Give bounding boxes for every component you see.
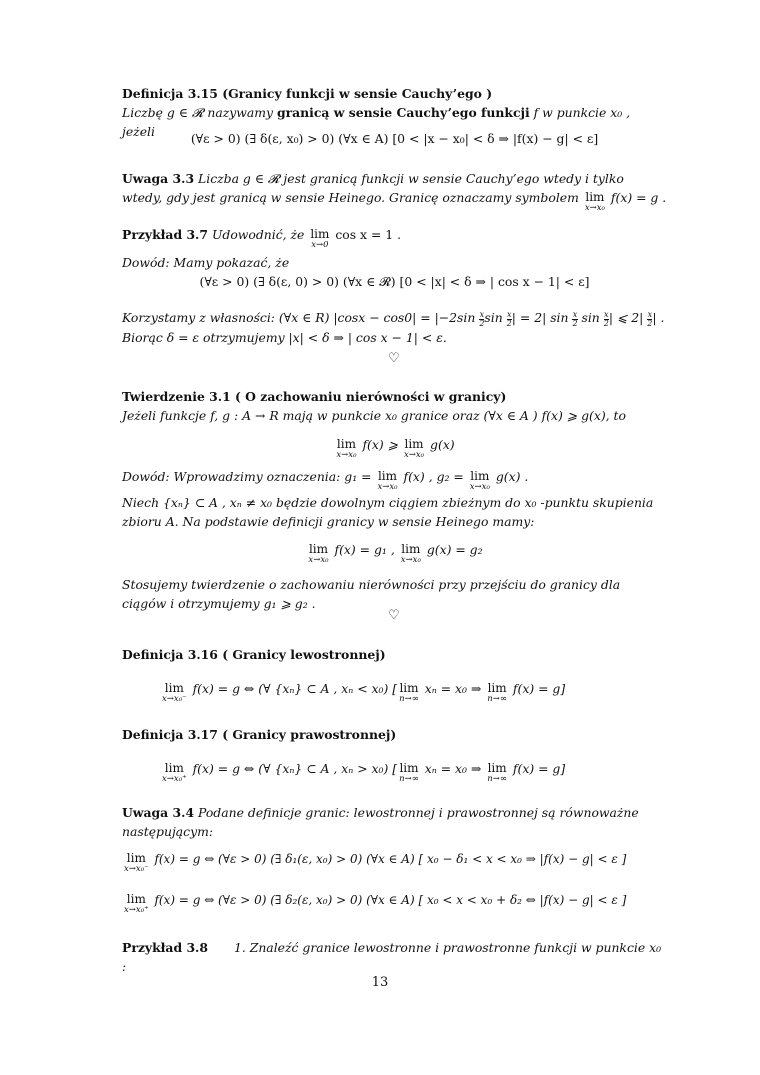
remark-tail: f(x) = g . bbox=[610, 190, 667, 205]
definition-3-17-title: Definicja 3.17 ( Granicy prawostronnej) bbox=[122, 727, 397, 742]
limit-operator: lim x→x₀⁺ bbox=[124, 892, 149, 915]
fraction: $\frac{x}{2}$ bbox=[647, 310, 653, 328]
limit-operator: lim x→x₀ bbox=[400, 542, 421, 565]
formula-limits-g: lim x→x₀ f(x) = g₁ , lim x→x₀ g(x) = g₂ bbox=[308, 542, 483, 565]
bold-term: granicą w sensie Cauchy’ego funkcji bbox=[276, 105, 530, 120]
remark-3-4: Uwaga 3.4 Podane definicje granic: lewostronnej i prawostronnej są równoważne następującym: bbox=[122, 805, 639, 839]
example-3-7: Przykład 3.7 Udowodnić, że lim x→0 cos x = 1 . Dowód: Mamy pokazać, że bbox=[122, 225, 667, 272]
example-3-8: Przykład 3.8 1. Znaleźć granice lewostronne i prawostronne funkcji w punkcie x₀ : bbox=[122, 940, 662, 974]
page-number: 13 bbox=[371, 975, 389, 990]
example-title: Przykład 3.7 bbox=[122, 227, 208, 242]
fraction: $\frac{x}{2}$ bbox=[572, 310, 578, 328]
theorem-3-1 bbox=[122, 387, 667, 425]
fraction: $\frac{x}{2}$ bbox=[506, 310, 512, 328]
remark-3-3 bbox=[122, 169, 667, 214]
limit-operator: lim x→x₀ bbox=[336, 437, 357, 460]
end-of-proof-icon: ♡ bbox=[388, 608, 400, 623]
formula-cauchy: (∀ε > 0) (∃ δ(ε, x₀) > 0) (∀x ∈ A) [0 < |x − x₀| < δ ⇒ |f(x) − g| < ε] bbox=[190, 131, 599, 146]
remark-title: Uwaga 3.3 bbox=[122, 171, 195, 186]
limit-operator: lim x→x₀ bbox=[469, 469, 490, 492]
limit-operator: lim n→∞ bbox=[399, 761, 419, 784]
fraction: $\frac{x}{2}$ bbox=[603, 310, 609, 328]
formula-right-limit: lim x→x₀⁺ f(x) = g ⇔ (∀ {xₙ} ⊂ A , xₙ > x₀) [ lim n→∞ xₙ = x₀ ⇒ lim n→∞ f(x) = g] bbox=[162, 761, 566, 784]
remark-text: Liczba g ∈ 𝓡 jest granicą funkcji w sensie Cauchy’ego wtedy i tylko wtedy, gdy jest granicą w sensie Heinego. Granicę oznaczamy symbolem bbox=[122, 171, 624, 205]
proof-intro: Dowód: Mamy pokazać, że bbox=[122, 255, 290, 270]
delta-line: Biorąc δ = ε otrzymujemy |x| < δ ⇒ | cos x − 1| < ε. bbox=[122, 330, 447, 345]
definition-text: Liczbę g ∈ 𝓡 nazywamy granicą w sensie Cauchy’ego funkcji f w punkcie x₀ , jeżeli bbox=[122, 105, 631, 139]
limit-operator: lim x→0 bbox=[310, 227, 330, 250]
theorem-title: Twierdzenie 3.1 ( O zachowaniu nierówności w granicy) bbox=[122, 389, 507, 404]
limit-operator: lim x→x₀⁻ bbox=[162, 681, 187, 704]
sequence-text: Niech {xₙ} ⊂ A , xₙ ≠ x₀ będzie dowolnym ciągiem zbieżnym do x₀ -punktu skupienia zbioru A. Na podstawie definicji granicy w sensie Heinego mamy: bbox=[122, 495, 654, 529]
theorem-text: Jeżeli funkcje f, g : A → R mają w punkcie x₀ granice oraz (∀x ∈ A ) f(x) ⩾ g(x), to bbox=[122, 408, 626, 423]
definition-title: Definicja 3.15 (Granicy funkcji w sensie Cauchy’ego ) bbox=[122, 86, 493, 101]
limit-operator: lim n→∞ bbox=[487, 761, 507, 784]
example-title: Przykład 3.8 bbox=[122, 940, 208, 955]
fraction: $\frac{x}{2}$ bbox=[479, 310, 485, 328]
definition-3-16-title: Definicja 3.16 ( Granicy lewostronnej) bbox=[122, 647, 386, 662]
limit-operator: lim n→∞ bbox=[399, 681, 419, 704]
formula-left-limit: lim x→x₀⁻ f(x) = g ⇔ (∀ {xₙ} ⊂ A , xₙ < x₀) [ lim n→∞ xₙ = x₀ ⇒ lim n→∞ f(x) = g] bbox=[162, 681, 566, 704]
cos-property: Korzystamy z własności: (∀x ∈ R) |cosx − cos0| = |−2sin $\frac{x}{2}$ sin $\frac{x}{2}$ | = 2| sin $\frac{x}{2}$ sin $\frac{x}{2}$ | ⩽ 2| $\frac{x}{2}$ | . Biorąc δ = ε otrzymujemy |x| < δ ⇒ | cos x − 1| < ε. bbox=[122, 308, 667, 347]
limit-operator: lim x→x₀ bbox=[403, 437, 425, 460]
limit-operator: lim x→x₀⁺ bbox=[162, 761, 187, 784]
theorem-proof: Dowód: Wprowadzimy oznaczenia: g₁ = lim x→x₀ f(x) , g₂ = lim x→x₀ g(x) . Niech {xₙ} ⊂ A , xₙ ≠ x₀ będzie dowolnym ciągiem zbieżnym do x₀ -punktu skupienia zbioru A. Na podstawie definicji granicy w sensie Heinego mamy: bbox=[122, 467, 667, 531]
formula-right-epsilon: lim x→x₀⁺ f(x) = g ⇔ (∀ε > 0) (∃ δ₂(ε, x₀) > 0) (∀x ∈ A) [ x₀ < x < x₀ + δ₂ ⇔ |f(x) − g| < ε ] bbox=[124, 892, 627, 915]
end-of-proof-icon: ♡ bbox=[388, 351, 400, 366]
theorem-conclusion: Stosujemy twierdzenie o zachowaniu nierówności przy przejściu do granicy dla ciągów i otrzymujemy g₁ ⩾ g₂ . bbox=[122, 577, 621, 611]
formula-inequality: lim x→x₀ f(x) ⩾ lim x→x₀ g(x) bbox=[336, 437, 455, 460]
formula-cos-limit: (∀ε > 0) (∃ δ(ε, 0) > 0) (∀x ∈ 𝓡) [0 < |x| < δ ⇒ | cos x − 1| < ε] bbox=[199, 274, 590, 289]
formula-left-epsilon: lim x→x₀⁻ f(x) = g ⇔ (∀ε > 0) (∃ δ₁(ε, x₀) > 0) (∀x ∈ A) [ x₀ − δ₁ < x < x₀ ⇒ |f(x) − g| < ε ] bbox=[124, 851, 627, 874]
limit-operator: lim x→x₀ bbox=[584, 190, 605, 213]
limit-operator: lim x→x₀ bbox=[308, 542, 329, 565]
remark-title: Uwaga 3.4 bbox=[122, 805, 195, 820]
limit-operator: lim x→x₀⁻ bbox=[124, 851, 149, 874]
limit-operator: lim x→x₀ bbox=[377, 469, 398, 492]
limit-operator: lim n→∞ bbox=[487, 681, 507, 704]
